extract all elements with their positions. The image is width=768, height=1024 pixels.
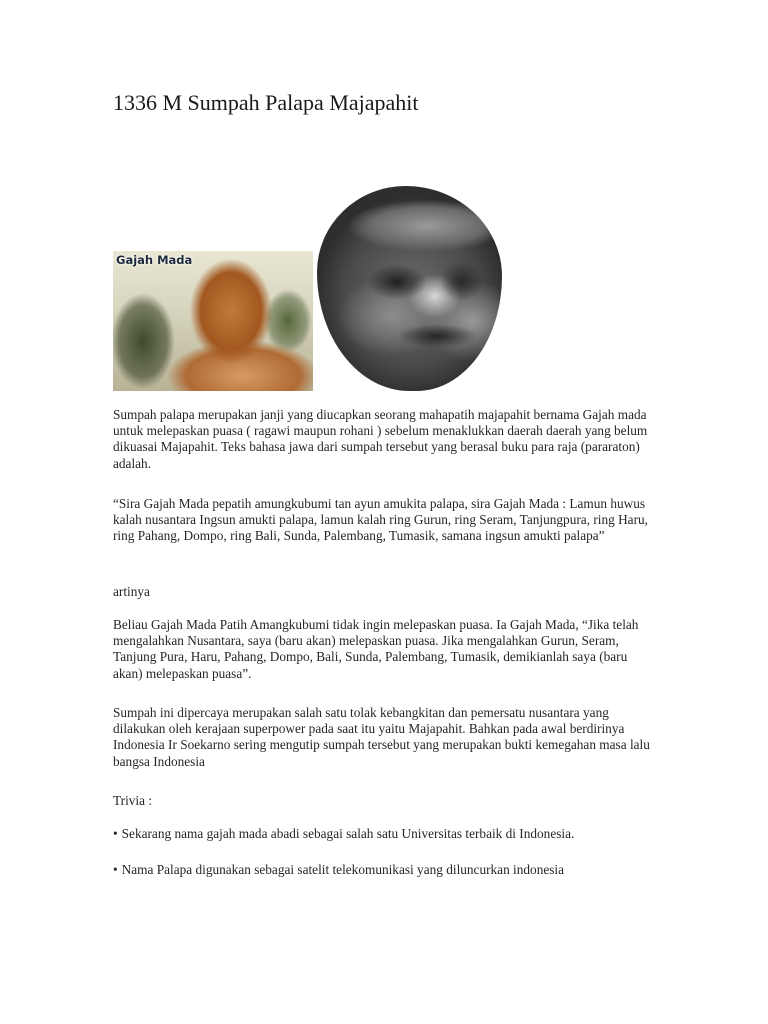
bullet-icon: • bbox=[113, 862, 118, 877]
stone-head-sculpture bbox=[317, 186, 502, 391]
bullet-text: Nama Palapa digunakan sebagai satelit telekomunikasi yang diluncurkan indonesia bbox=[121, 862, 565, 877]
document-title: 1336 M Sumpah Palapa Majapahit bbox=[113, 90, 419, 115]
paragraph-oath-quote: “Sira Gajah Mada pepatih amungkubumi tan ayun amukita palapa, sira Gajah Mada : Lamun huwus kalah nusantara Ingsun amukti palapa, lamun kalah ring Gurun, ring Seram, Tanjungpura, ring Haru, ring Pahang, Dompo, ring Bali, Sunda, Palembang, Tumasik, samana ingsun amukti palapa” bbox=[113, 496, 648, 544]
paragraph-significance: Sumpah ini dipercaya merupakan salah satu tolak kebangkitan dan pemersatu nusantara yang dilakukan oleh kerajaan superpower pada saat itu yaitu Majapahit. Bahkan pada awal berdirinya Indonesia Ir Soekarno sering mengutip sumpah tersebut yang merupakan bukti kemegahan masa lalu bangsa Indonesia bbox=[113, 705, 650, 769]
photo-caption: Gajah Mada bbox=[116, 253, 193, 267]
paragraph-trivia-heading: Trivia : bbox=[113, 793, 153, 808]
paragraph-intro: Sumpah palapa merupakan janji yang diucapkan seorang mahapatih majapahit bernama Gajah mada untuk melepaskan puasa ( ragawi maupun rohani ) sebelum menaklukkan daerah daerah yang belum dikuasai Majapahit. Teks bahasa jawa dari sumpah tersebut yang berasal buku para raja (pararaton) adalah. bbox=[113, 407, 648, 471]
trivia-bullet-item bbox=[113, 826, 658, 842]
paragraph-translation: Beliau Gajah Mada Patih Amangkubumi tidak ingin melepaskan puasa. Ia Gajah Mada, “Jika telah mengalahkan Nusantara, saya (baru akan) melepaskan puasa. Jika mengalahkan Gurun, Seram, Tanjung Pura, Haru, Pahang, Dompo, Bali, Sunda, Palembang, Tumasik, demikianlah saya (baru akan) melepaskan puasa”. bbox=[113, 617, 639, 681]
gajah-mada-statue-photo bbox=[113, 251, 313, 391]
bullet-icon: • bbox=[113, 826, 118, 841]
bullet-text: Sekarang nama gajah mada abadi sebagai salah satu Universitas terbaik di Indonesia. bbox=[121, 826, 575, 841]
trivia-bullet-item bbox=[113, 862, 658, 878]
paragraph-artinya: artinya bbox=[113, 584, 150, 599]
